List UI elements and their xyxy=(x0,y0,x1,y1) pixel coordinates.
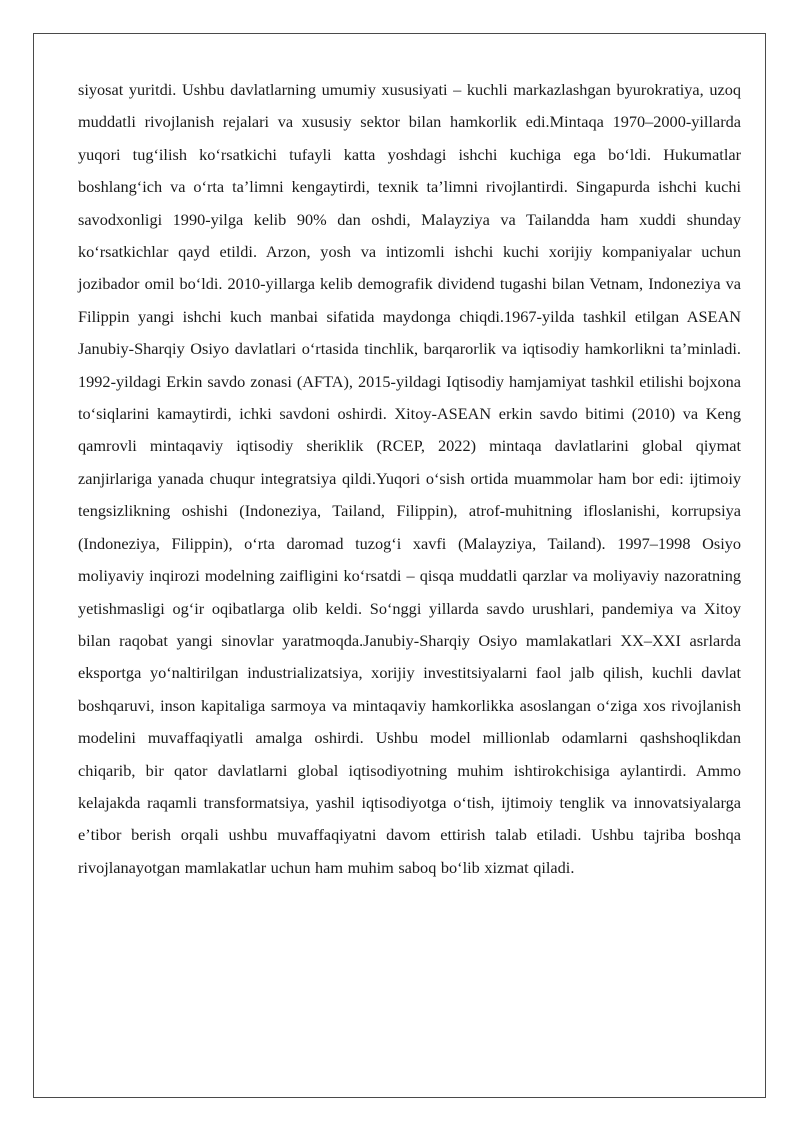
body-paragraph: siyosat yuritdi. Ushbu davlatlarning umumiy xususiyati – kuchli markazlashgan byurokratiya, uzoq muddatli rivojlanish rejalari va xususiy sektor bilan hamkorlik edi.Mintaqa 1970–2000-yillarda yuqori tugʻilish koʻrsatkichi tufayli katta yoshdagi ishchi kuchiga ega boʻldi. Hukumatlar boshlangʻich va oʻrta taʼlimni kengaytirdi, texnik taʼlimni rivojlantirdi. Singapurda ishchi kuchi savodxonligi 1990-yilga kelib 90% dan oshdi, Malayziya va Tailandda ham xuddi shunday koʻrsatkichlar qayd etildi. Arzon, yosh va intizomli ishchi kuchi xorijiy kompaniyalar uchun jozibador omil boʻldi. 2010-yillarga kelib demografik dividend tugashi bilan Vetnam, Indoneziya va Filippin yangi ishchi kuch manbai sifatida maydonga chiqdi.1967-yilda tashkil etilgan ASEAN Janubiy-Sharqiy Osiyo davlatlari oʻrtasida tinchlik, barqarorlik va iqtisodiy hamkorlikni taʼminladi. 1992-yildagi Erkin savdo zonasi (AFTA), 2015-yildagi Iqtisodiy hamjamiyat tashkil etilishi bojxona toʻsiqlarini kamaytirdi, ichki savdoni oshirdi. Xitoy-ASEAN erkin savdo bitimi (2010) va Keng qamrovli mintaqaviy iqtisodiy sheriklik (RCEP, 2022) mintaqa davlatlarini global qiymat zanjirlariga yanada chuqur integratsiya qildi.Yuqori oʻsish ortida muammolar ham bor edi: ijtimoiy tengsizlikning oshishi (Indoneziya, Tailand, Filippin), atrof-muhitning ifloslanishi, korrupsiya (Indoneziya, Filippin), oʻrta daromad tuzogʻi xavfi (Malayziya, Tailand). 1997–1998 Osiyo moliyaviy inqirozi modelning zaifligini koʻrsatdi – qisqa muddatli qarzlar va moliyaviy nazoratning yetishmasligi ogʻir oqibatlarga olib keldi. Soʻnggi yillarda savdo urushlari, pandemiya va Xitoy bilan raqobat yangi sinovlar yaratmoqda.Janubiy-Sharqiy Osiyo mamlakatlari XX–XXI asrlarda eksportga yoʻnaltirilgan industrializatsiya, xorijiy investitsiyalarni faol jalb qilish, kuchli davlat boshqaruvi, inson kapitaliga sarmoya va mintaqaviy hamkorlikka asoslangan oʻziga xos rivojlanish modelini muvaffaqiyatli amalga oshirdi. Ushbu model millionlab odamlarni qashshoqlikdan chiqarib, bir qator davlatlarni global iqtisodiyotning muhim ishtirokchisiga aylantirdi. Ammo kelajakda raqamli transformatsiya, yashil iqtisodiyotga oʻtish, ijtimoiy tenglik va innovatsiyalarga eʼtibor berish orqali ushbu muvaffaqiyatni davom ettirish talab etiladi. Ushbu tajriba boshqa rivojlanayotgan mamlakatlar uchun ham muhim saboq boʻlib xizmat qiladi. xyxy=(78,80,741,877)
